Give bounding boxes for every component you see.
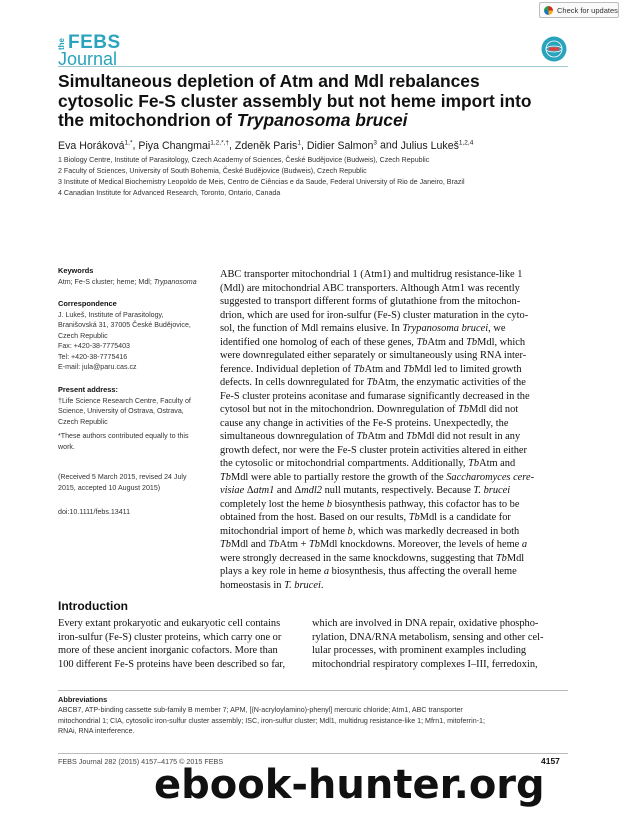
abstract	[220, 268, 570, 592]
affiliation: 4 Canadian Institute for Advanced Research, Toronto, Ontario, Canada	[58, 189, 281, 197]
logo-the: the	[57, 38, 66, 50]
footer-rule	[58, 753, 568, 754]
abstract-line: cytosol but not in the mitochondrion. Downregulation of TbMdl did not	[220, 404, 519, 415]
abstract-line: growth defect, nor were the Fe-S cluster protein activities altered in either	[220, 444, 527, 456]
intro-left-column	[58, 617, 308, 671]
abstract-line: visiae Δatm1 and Δmdl2 null mutants, respectively. Because T. brucei	[220, 485, 511, 496]
correspondence-section	[58, 299, 203, 373]
author[interactable]: Zdeněk Paris$^1$	[234, 139, 301, 152]
received-line: (Received 5 March 2015, revised 24 July	[58, 473, 187, 481]
present-address-line: Science, University of Ostrava, Ostrava,	[58, 407, 184, 415]
abstract-line: sol, the function of Mdl remains elusive. In Trypanosoma brucei, we	[220, 323, 506, 334]
page-number: 4157	[541, 756, 560, 766]
logo-journal: Journal	[58, 49, 118, 69]
author[interactable]: Piya Changmai$^{1,2,*,\dagger}$	[138, 139, 230, 152]
correspondence-heading: Correspondence	[58, 299, 117, 308]
abbreviations-heading: Abbreviations	[58, 695, 108, 704]
title-line: the mitochondrion of Trypanosoma brucei	[58, 110, 408, 130]
correspondence-line: Fax: +420-38-7775403	[58, 342, 130, 350]
affiliation: 1 Biology Centre, Institute of Parasitology, Czech Academy of Sciences, České Budějovice (Budweis), Czech Republic	[58, 156, 430, 164]
abstract-line: homeostasis in T. brucei.	[220, 579, 324, 591]
crossmark-icon	[544, 6, 553, 15]
abstract-line: TbMdl were able to partially restore the growth of the Saccharomyces cere-	[220, 471, 535, 483]
author[interactable]: Julius Lukeš$^{1,2,4}$	[400, 139, 474, 152]
febs-emblem-icon	[541, 36, 567, 62]
abstract-line: TbMdl and TbAtm + TbMdl knockdowns. Moreover, the levels of heme a	[220, 539, 528, 550]
affiliation: 2 Faculty of Sciences, University of South Bohemia, České Budějovice (Budweis), Czech Republic	[58, 167, 367, 175]
intro-line: lular processes, with prominent examples including	[312, 645, 527, 656]
contribution-line: *These authors contributed equally to this	[58, 432, 189, 440]
contribution-note	[58, 431, 203, 452]
present-address-line: †Life Science Research Centre, Faculty of	[58, 396, 191, 405]
abbreviation-line: ABCB7, ATP-binding cassette sub-family B member 7; APM, [(N-acryloylamino)-phenyl] mercuric chloride; Atm1, ABC transporter	[58, 706, 463, 714]
abbreviations-rule	[58, 690, 568, 691]
email-link[interactable]: E-mail: jula@paru.cas.cz	[58, 363, 137, 371]
abstract-line: were downregulated either separately or simultaneously using RNA inter-	[220, 350, 527, 361]
intro-line: more of these ancient inorganic cofactors. More than	[58, 645, 278, 656]
abbreviation-line: RNAi, RNA interference.	[58, 727, 135, 735]
abstract-line: (Mdl) are mitochondrial ABC transporters. Although Atm1 was recently	[220, 282, 520, 294]
abbreviation-line: mitochondrial 1; CIA, cytosolic iron-sulfur cluster assembly; ISC, iron-sulfur cluster; Mdl1, multidrug resistance-like 1; Mfrn1, mitoferrin-1;	[58, 716, 485, 725]
affiliation: 3 Institute of Medical Biochemistry Leopoldo de Meis, Centro de Ciências e da Saude, Federal University of Rio de Janeiro, Brazil	[58, 178, 465, 186]
author-list: Eva Horáková$^{1,*}$, Piya Changmai$^{1,2,*,\dagger}$, Zdeněk Paris$^1$, Didier Salmon$^3$ and Julius Lukeš$^{1,2,4}$	[58, 139, 474, 152]
abstract-line: the cytosolic or mitochondrial compartments. Additionally, TbAtm and	[220, 458, 516, 469]
logo-febs: FEBS	[68, 32, 121, 53]
title-line: cytosolic Fe-S cluster assembly but not heme import into	[58, 90, 532, 111]
abstract-line: drion, which are used for iron-sulfur (Fe-S) cluster maturation in the cyto-	[220, 309, 529, 321]
intro-line: which are involved in DNA repair, oxidative phospho-	[312, 618, 539, 629]
journal-citation: FEBS Journal 282 (2015) 4157–4175 © 2015 FEBS	[58, 757, 224, 766]
keywords-heading: Keywords	[58, 266, 94, 275]
doi-link[interactable]: doi:10.1111/febs.13411	[58, 508, 131, 516]
correspondence-line: Tel: +420-38-7775416	[58, 352, 128, 361]
present-address-heading: Present address:	[58, 385, 118, 394]
abstract-line: defects. In cells downregulated for TbAtm, the enzymatic activities of the	[220, 377, 526, 388]
keywords-section	[58, 266, 203, 287]
abstract-line: Fe-S cluster proteins aconitase and fumarase significantly decreased in the	[220, 390, 530, 402]
abstract-line: completely lost the heme b biosynthesis pathway, this cofactor has to be	[220, 498, 520, 510]
abstract-line: obtained from the host. Based on our results, TbMdl is a candidate for	[220, 512, 511, 523]
received-line: 2015, accepted 10 August 2015)	[58, 483, 161, 492]
abstract-line: identified one homolog of each of these genes, TbAtm and TbMdl, which	[220, 336, 526, 348]
abstract-line: mitochondrial import of heme b, which was markedly decreased in both	[220, 525, 520, 537]
correspondence-line: Branišovská 31, 37005 České Budějovice,	[58, 321, 191, 329]
author[interactable]: Didier Salmon$^3$	[306, 139, 378, 152]
present-address-line: Czech Republic	[58, 417, 108, 426]
abstract-line: cause any change in activities of the Fe-S proteins. Unexpectedly, the	[220, 417, 509, 429]
abstract-line: simultaneous downregulation of TbAtm and TbMdl did not result in any	[220, 431, 521, 442]
check-for-updates-label: Check for updates	[557, 5, 618, 15]
abstract-line: ABC transporter mitochondrial 1 (Atm1) and multidrug resistance-like 1	[220, 269, 523, 280]
abstract-line: were strongly decreased in the same knockdowns, suggesting that TbMdl	[220, 552, 525, 564]
abstract-line: suggested to transport different forms of glutathione from the mitochon-	[220, 296, 521, 307]
intro-line: mitochondrial respiratory complexes I–III, ferredoxin,	[312, 658, 538, 670]
abstract-line: ference. Individual depletion of TbAtm and TbMdl led to limited growth	[220, 363, 522, 375]
intro-line: 100 different Fe-S proteins have been described so far,	[58, 658, 286, 670]
author[interactable]: Eva Horáková$^{1,*}$	[58, 139, 133, 152]
intro-line: Every extant prokaryotic and eukaryotic cell contains	[58, 618, 281, 629]
correspondence-line: Czech Republic	[58, 331, 108, 340]
intro-line: rylation, DNA/RNA metabolism, sensing and other cel-	[312, 631, 544, 643]
watermark: ebook-hunter.org	[154, 762, 545, 808]
header-rule	[58, 66, 568, 67]
article-title	[58, 72, 568, 131]
introduction-heading: Introduction	[58, 599, 128, 613]
title-line: Simultaneous depletion of Atm and Mdl rebalances	[58, 71, 480, 91]
check-for-updates-button[interactable]	[539, 2, 619, 18]
keywords-text: Atm; Fe-S cluster; heme; Mdl; Trypanosoma	[58, 277, 197, 286]
received-dates	[58, 472, 203, 493]
abbreviations-list	[58, 705, 570, 737]
intro-right-column	[312, 617, 562, 671]
correspondence-line: J. Lukeš, Institute of Parasitology,	[58, 310, 164, 319]
contribution-line: work.	[58, 442, 75, 451]
present-address-section	[58, 385, 203, 427]
intro-line: iron-sulfur (Fe-S) cluster proteins, which carry one or	[58, 631, 282, 643]
abstract-line: plays a key role in heme a biosynthesis, thus affecting the overall heme	[220, 566, 517, 577]
